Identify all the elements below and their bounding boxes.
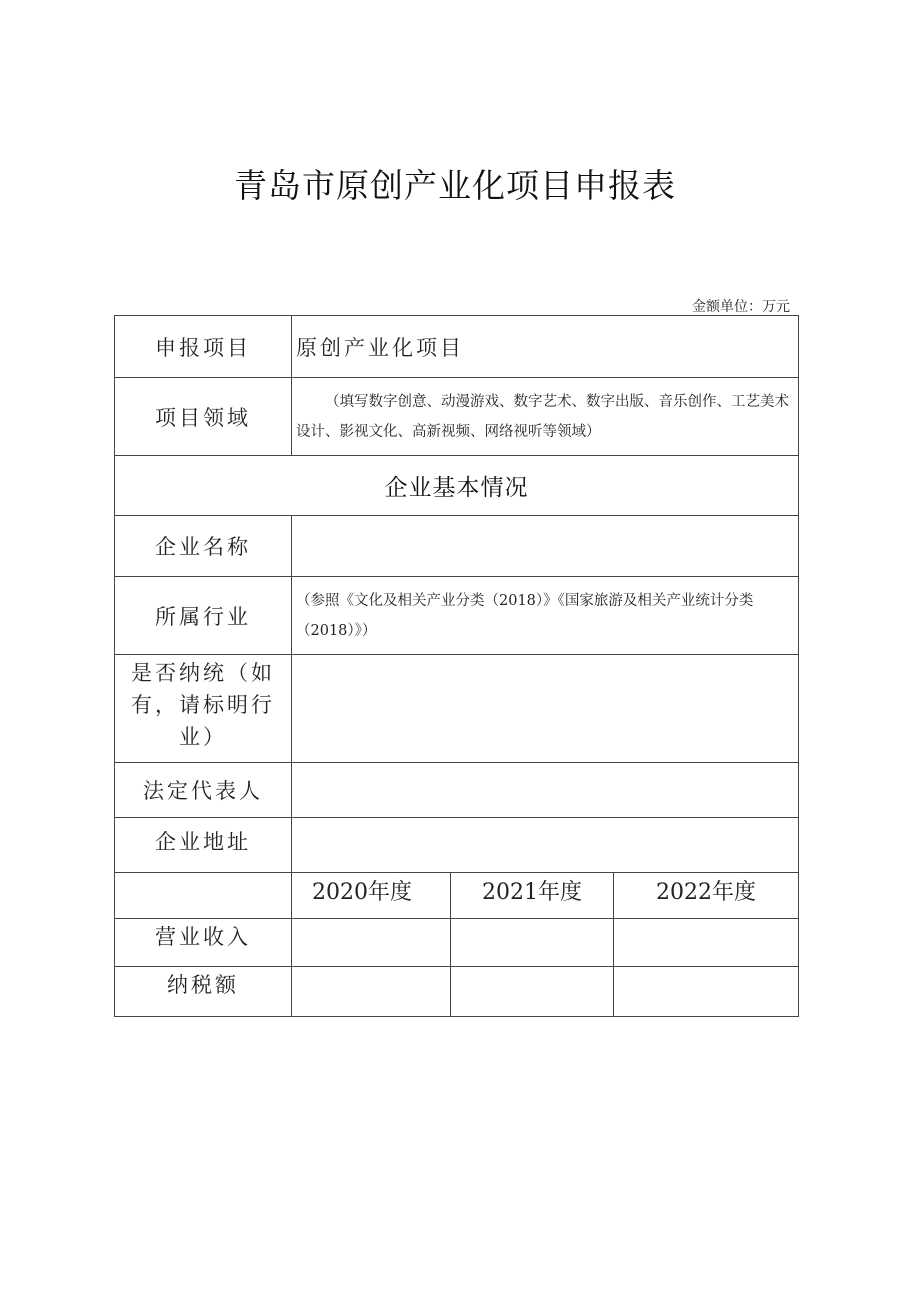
revenue-2020-field[interactable] xyxy=(292,919,451,967)
years-corner-cell xyxy=(115,873,292,919)
address-field[interactable] xyxy=(292,818,799,873)
row-section-title xyxy=(115,456,799,516)
tax-registration-label: 是否纳统（如有，请标明行业） xyxy=(115,655,292,763)
row-revenue xyxy=(115,919,799,967)
industry-hint[interactable]: （参照《文化及相关产业分类（2018）》《国家旅游及相关产业统计分类（2018）》） xyxy=(292,577,799,655)
field-hint[interactable]: （填写数字创意、动漫游戏、数字艺术、数字出版、音乐创作、工艺美术设计、影视文化、高新视频、网络视听等领域） xyxy=(292,378,799,456)
row-legal-rep xyxy=(115,763,799,818)
tax-amount-label: 纳税额 xyxy=(115,967,292,1017)
industry-label: 所属行业 xyxy=(115,577,292,655)
revenue-label: 营业收入 xyxy=(115,919,292,967)
application-form-table xyxy=(114,315,799,1017)
revenue-2021-field[interactable] xyxy=(451,919,614,967)
project-label: 申报项目 xyxy=(115,316,292,378)
company-name-field[interactable] xyxy=(292,516,799,577)
field-label: 项目领域 xyxy=(115,378,292,456)
row-years xyxy=(115,873,799,919)
project-value[interactable]: 原创产业化项目 xyxy=(292,316,799,378)
tax-amount-2020-field[interactable] xyxy=(292,967,451,1017)
year-2020-header: 2020年度 xyxy=(292,873,451,919)
amount-unit-note: 金额单位：万元 xyxy=(692,299,790,315)
revenue-2022-field[interactable] xyxy=(614,919,799,967)
row-address xyxy=(115,818,799,873)
legal-rep-label: 法定代表人 xyxy=(115,763,292,818)
address-label: 企业地址 xyxy=(115,818,292,873)
tax-amount-2021-field[interactable] xyxy=(451,967,614,1017)
tax-registration-field[interactable] xyxy=(292,655,799,763)
legal-rep-field[interactable] xyxy=(292,763,799,818)
document-title: 青岛市原创产业化项目申报表 xyxy=(234,166,676,205)
company-name-label: 企业名称 xyxy=(115,516,292,577)
section-title: 企业基本情况 xyxy=(115,456,799,516)
row-industry xyxy=(115,577,799,655)
year-2022-header: 2022年度 xyxy=(614,873,799,919)
row-tax-registration xyxy=(115,655,799,763)
row-company-name xyxy=(115,516,799,577)
row-tax-amount xyxy=(115,967,799,1017)
tax-amount-2022-field[interactable] xyxy=(614,967,799,1017)
year-2021-header: 2021年度 xyxy=(451,873,614,919)
row-project xyxy=(115,316,799,378)
row-field xyxy=(115,378,799,456)
